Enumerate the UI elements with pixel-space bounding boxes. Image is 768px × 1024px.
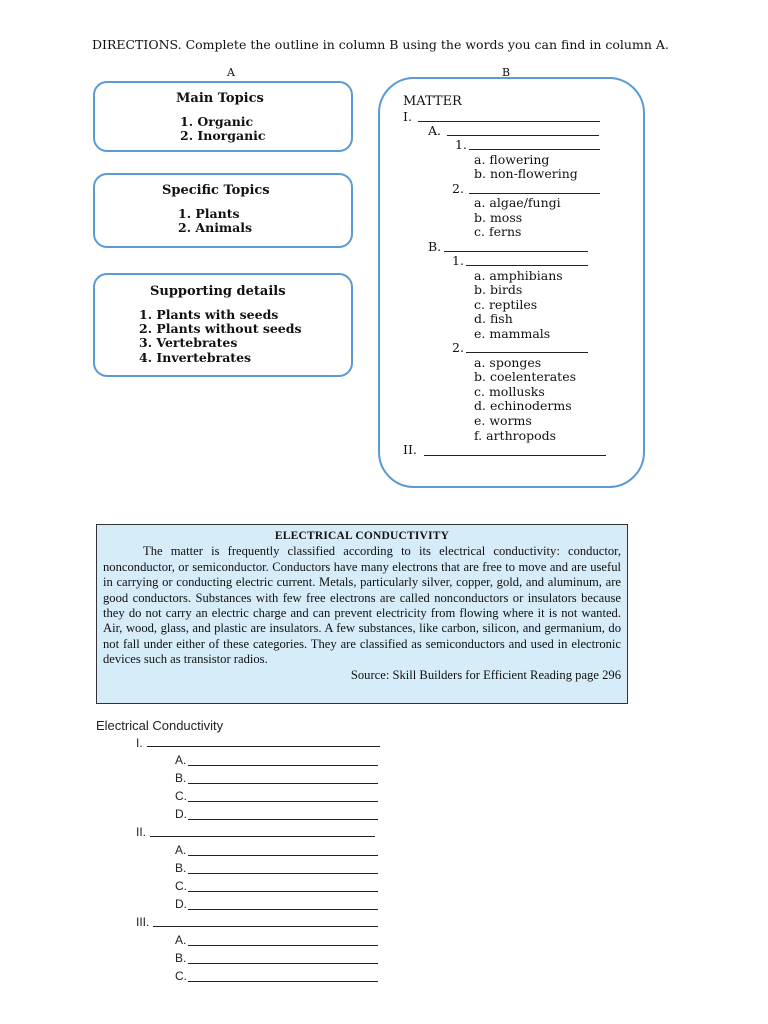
blank-line[interactable] bbox=[418, 121, 600, 122]
blank-line[interactable] bbox=[469, 149, 600, 150]
matter-title: MATTER bbox=[403, 94, 462, 109]
supporting-detail-item: 1. Plants with seeds bbox=[139, 307, 279, 322]
outline-letter-b: B. bbox=[428, 239, 442, 254]
ec-letter: B. bbox=[175, 861, 187, 875]
directions-text: DIRECTIONS. Complete the outline in column B using the words you can find in column A. bbox=[92, 37, 669, 52]
supporting-detail-item: 2. Plants without seeds bbox=[139, 321, 302, 336]
outline-a-num-2: 2. bbox=[452, 181, 464, 196]
ec-letter: B. bbox=[175, 771, 187, 785]
blank-line[interactable] bbox=[188, 873, 378, 874]
outline-a-num-1: 1. bbox=[455, 137, 467, 152]
blank-line[interactable] bbox=[188, 855, 378, 856]
outline-subitem: d. fish bbox=[474, 311, 513, 326]
ec-letter: A. bbox=[175, 933, 187, 947]
outline-subitem: c. ferns bbox=[474, 224, 522, 239]
outline-subitem: a. amphibians bbox=[474, 268, 563, 283]
outline-subitem: b. non-flowering bbox=[474, 166, 578, 181]
outline-b-num-1: 1. bbox=[452, 253, 464, 268]
blank-line[interactable] bbox=[469, 193, 600, 194]
outline-subitem: b. moss bbox=[474, 210, 523, 225]
supporting-detail-item: 4. Invertebrates bbox=[139, 350, 252, 365]
outline-roman-1: I. bbox=[403, 109, 412, 124]
outline-subitem: a. algae/fungi bbox=[474, 195, 561, 210]
outline-letter-a: A. bbox=[428, 123, 442, 138]
blank-line[interactable] bbox=[153, 926, 378, 927]
blank-line[interactable] bbox=[424, 455, 606, 456]
outline-subitem: a. flowering bbox=[474, 152, 550, 167]
ec-roman-2: II. bbox=[136, 825, 147, 839]
ec-letter: B. bbox=[175, 951, 187, 965]
ec-letter: C. bbox=[175, 789, 187, 803]
ec-roman-1: I. bbox=[136, 736, 143, 750]
outline-subitem: e. worms bbox=[474, 413, 532, 428]
ec-letter: C. bbox=[175, 879, 187, 893]
blank-line[interactable] bbox=[188, 981, 378, 982]
outline-subitem: b. birds bbox=[474, 282, 523, 297]
supporting-details-title: Supporting details bbox=[150, 284, 286, 299]
specific-topic-item: 2. Animals bbox=[178, 220, 253, 235]
passage-body: The matter is frequently classified according to its electrical conductivity: conductor, nonconductor, or semiconductor. Conductors have many electrons that are free to move and are useful in carrying or conducting electric current. Metals, particularly silver, copper, gold, and aluminum, are good conductors. Substances with few free electrons are called nonconductors or insulators because they do not carry an electric charge and can prevent electricity from flowing where it is not wanted. Air, wood, glass, and plastic are insulators. A few substances, like carbon, silicon, and germanium, do not fall under either of these categories. They are classified as semiconductors and used in electronic devices such as transistor radios. bbox=[103, 544, 621, 667]
column-b-label: B bbox=[502, 66, 511, 79]
blank-line[interactable] bbox=[188, 765, 378, 766]
blank-line[interactable] bbox=[150, 836, 375, 837]
outline-roman-2: II. bbox=[403, 442, 417, 457]
ec-outline-title: Electrical Conductivity bbox=[96, 718, 224, 733]
column-a-label: A bbox=[227, 66, 235, 79]
ec-letter: D. bbox=[175, 897, 187, 911]
blank-line[interactable] bbox=[188, 801, 378, 802]
blank-line[interactable] bbox=[147, 746, 380, 747]
passage-source: Source: Skill Builders for Efficient Reading page 296 bbox=[350, 667, 621, 682]
blank-line[interactable] bbox=[188, 891, 378, 892]
blank-line[interactable] bbox=[188, 783, 378, 784]
ec-roman-3: III. bbox=[136, 915, 150, 929]
main-topic-item: 1. Organic bbox=[180, 114, 254, 129]
outline-subitem: c. mollusks bbox=[474, 384, 545, 399]
ec-letter: C. bbox=[175, 969, 187, 983]
ec-letter: D. bbox=[175, 807, 187, 821]
outline-subitem: d. echinoderms bbox=[474, 398, 572, 413]
blank-line[interactable] bbox=[188, 945, 378, 946]
main-topic-item: 2. Inorganic bbox=[180, 128, 266, 143]
blank-line[interactable] bbox=[444, 251, 588, 252]
blank-line[interactable] bbox=[188, 909, 378, 910]
reading-passage bbox=[96, 524, 628, 704]
blank-line[interactable] bbox=[188, 963, 378, 964]
outline-subitem: c. reptiles bbox=[474, 297, 538, 312]
ec-letter: A. bbox=[175, 753, 187, 767]
blank-line[interactable] bbox=[466, 352, 588, 353]
ec-letter: A. bbox=[175, 843, 187, 857]
specific-topics-title: Specific Topics bbox=[162, 183, 270, 198]
main-topics-title: Main Topics bbox=[176, 91, 264, 106]
outline-b-num-2: 2. bbox=[452, 340, 464, 355]
outline-subitem: a. sponges bbox=[474, 355, 542, 370]
blank-line[interactable] bbox=[447, 135, 599, 136]
blank-line[interactable] bbox=[466, 265, 588, 266]
blank-line[interactable] bbox=[188, 819, 378, 820]
passage-title: ELECTRICAL CONDUCTIVITY bbox=[274, 530, 450, 542]
outline-subitem: f. arthropods bbox=[474, 428, 557, 443]
outline-subitem: b. coelenterates bbox=[474, 369, 577, 384]
specific-topic-item: 1. Plants bbox=[178, 206, 240, 221]
outline-subitem: e. mammals bbox=[474, 326, 551, 341]
supporting-detail-item: 3. Vertebrates bbox=[139, 335, 238, 350]
